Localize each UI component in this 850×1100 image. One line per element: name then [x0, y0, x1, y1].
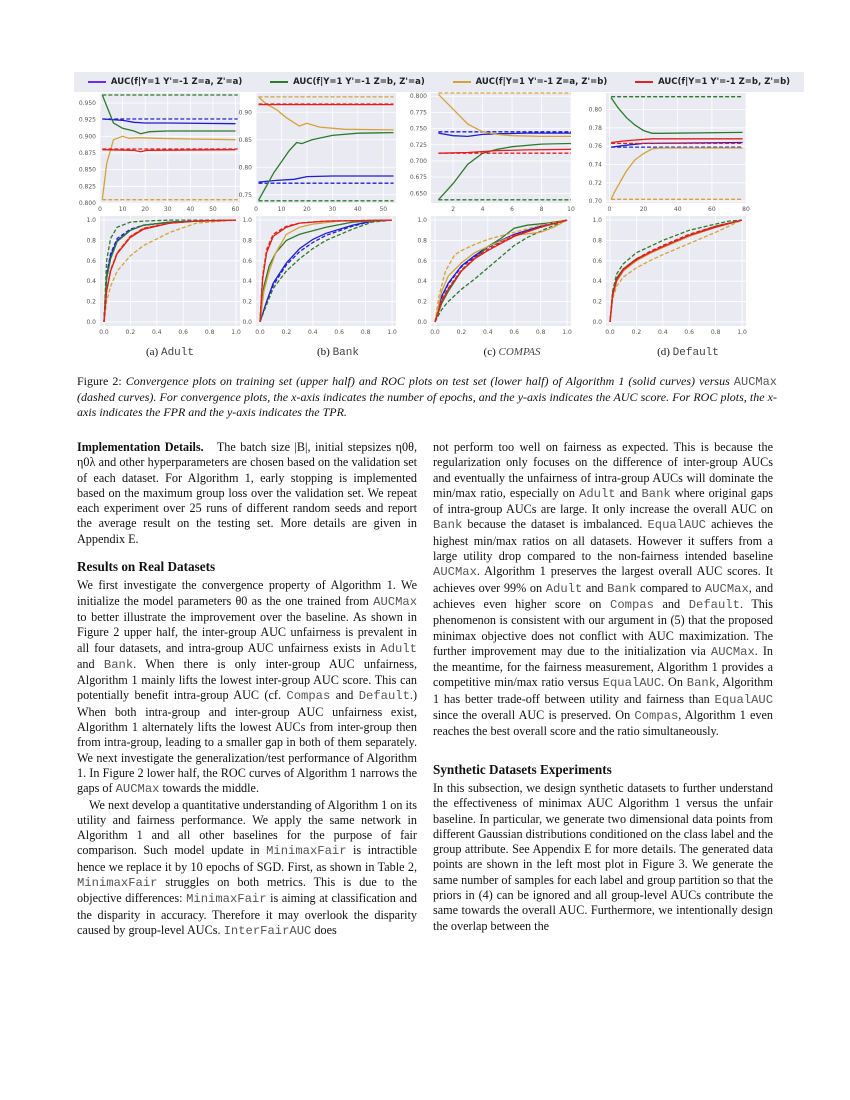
x-tick-label: 0.6: [684, 329, 694, 336]
x-tick-label: 0.6: [178, 329, 188, 336]
code: AUCMax: [704, 581, 749, 596]
legend-label: AUC(f|Y=1 Y'=-1 Z=b, Z'=a): [293, 77, 425, 87]
code: Bank: [607, 581, 637, 596]
legend-label: AUC(f|Y=1 Y'=-1 Z=a, Z'=a): [110, 77, 243, 87]
text: compared to: [640, 580, 702, 595]
text: We next develop a quantitative understanding of Algorithm 1 on its utility and fairness performance. We apply the same network in Algorithm 1 and all other baselines for the purpose of fair comparison. Such model update in: [77, 797, 418, 858]
text: . When there is only inter-group AUC unfairness, Algorithm 1 mainly lifts the lowest inter-group AUC score. This can potentially benefit intra-group AUC (cf.: [77, 656, 418, 703]
code: Bank: [103, 657, 134, 672]
y-tick-label: 0.80: [238, 164, 252, 172]
text: does: [314, 922, 337, 937]
text: is aiming at classification and the disparity in accuracy. Therefore it may overlook the disparity caused by group-level AUCs.: [77, 891, 418, 937]
subcaption-prefix: (c): [483, 346, 496, 358]
x-tick-label: 20: [141, 206, 149, 213]
chart-default-roc: [592, 216, 747, 336]
code: Default: [358, 689, 410, 704]
y-tick-label: 0.0: [592, 318, 602, 326]
y-tick-label: 0.4: [417, 278, 427, 286]
plot-background: [606, 216, 746, 326]
y-tick-label: 0.675: [409, 174, 427, 182]
x-tick-label: 0.4: [658, 329, 668, 336]
y-tick-label: 0.2: [86, 298, 96, 306]
caption-label: Figure 2:: [77, 374, 122, 388]
text: . This phenomenon is consistent with our argument in (5) that the proposed minimax objective does not conflict with AUC maximization. The further improvement may due to the initialization via: [433, 596, 774, 658]
subcaption-prefix: (d): [657, 346, 670, 358]
chart-compas-convergence: [409, 93, 575, 213]
y-tick-label: 0.4: [242, 278, 252, 286]
y-tick-label: 0.0: [86, 318, 96, 326]
implementation-details-heading: Implementation Details.: [77, 440, 204, 454]
x-tick-label: 0.2: [631, 329, 642, 336]
paragraph-text: The batch size |B|, initial stepsizes η0θ, η0λ and other hyperparameters are chosen based on the validation set of each dataset. For Algorithm 1, early stopping is implemented based on the maximum group loss over the validation set. We repeat each experiment over 25 runs of different random seeds and report the average result on the testing set. More details are given in Appendix E.: [77, 440, 418, 546]
code: AUCMax: [433, 565, 477, 580]
code: Adult: [545, 581, 583, 596]
y-tick-label: 0.750: [409, 125, 427, 133]
x-tick-label: 0: [98, 206, 102, 213]
results-paragraph-2: [77, 798, 417, 940]
x-tick-label: 0.8: [710, 329, 721, 336]
x-tick-label: 0.0: [605, 329, 615, 336]
code: MinimaxFair: [77, 876, 158, 891]
text: , Algorithm 1 has better trade-off between utility and fairness than: [433, 675, 774, 706]
code: Adult: [579, 486, 616, 501]
chart-bank-roc: [242, 216, 397, 336]
y-tick-label: 0.950: [78, 100, 96, 107]
code: Bank: [686, 676, 717, 691]
text: We first investigate the convergence property of Algorithm 1. We initialize the model parameters θ0 as the one trained from: [77, 578, 417, 608]
legend-swatch-purple: [88, 81, 106, 83]
figure-caption: [77, 374, 777, 420]
synthetic-paragraph: In this subsection, we design synthetic datasets to further understand the effectiveness of minimax AUC Algorithm 1 versus the unfair baseline. In particular, we generate two dimensional data points from different Gaussian distributions conditioned on the class label and the group attribute. See Appendix E for more details. The generated data points are shown in the left most plot in Figure 3. We generate the same number of samples for each label and group partition so that the priors in (4) can be ignored and all group-level AUCs contribute the same towards the overall AUC. Furthermore, we intentionally design the overlap between the: [433, 780, 773, 933]
text: . On: [661, 675, 683, 690]
y-tick-label: 0.875: [78, 150, 96, 157]
legend-item-za-za: [88, 77, 242, 87]
y-tick-label: 0.800: [409, 93, 427, 101]
legend-swatch-green: [270, 81, 288, 83]
y-tick-label: 0.0: [417, 318, 427, 326]
x-tick-label: 10: [118, 206, 127, 213]
text: not perform too well on fairness as expected. This is because the regularization only focuses on the difference of inter-group AUCs and eventually the unfairness of intra-group AUCs will dominate the min/max ratio, especially on: [433, 440, 773, 500]
text: and: [335, 688, 354, 703]
results-paragraph-1: [77, 578, 417, 797]
text: struggles on both metrics. This is due to the objective differences:: [77, 875, 418, 906]
text: . In the meantime, for the fairness measurement, Algorithm 1 provides a competitive min/max ratio versus: [433, 643, 773, 690]
subcaption-bank: [258, 346, 418, 359]
code: InterFairAUC: [223, 923, 312, 938]
text: and: [619, 485, 638, 500]
legend-swatch-red: [635, 81, 653, 83]
text: to better illustrate the improvement over the baseline. As shown in Figure 2 upper half, the inter-group AUC unfairness is prevalent in all four datasets, and intra-group AUC unfairness exists in: [77, 609, 417, 655]
code: EqualAUC: [647, 518, 706, 533]
chart-default-convergence: [588, 93, 750, 213]
y-tick-label: 0.2: [592, 298, 602, 306]
x-tick-label: 0.8: [535, 329, 546, 336]
x-tick-label: 0.4: [308, 329, 318, 336]
code: AUCMax: [115, 782, 160, 797]
code: Compas: [634, 709, 679, 724]
x-tick-label: 10: [567, 206, 575, 213]
legend-label: AUC(f|Y=1 Y'=-1 Z=a, Z'=b): [475, 77, 608, 87]
subcaption-adult: [90, 346, 250, 359]
y-tick-label: 0.725: [409, 141, 427, 149]
text: .) When both intra-group and inter-group AUC unfairness exist, Algorithm 1 alternately lifts the lowest AUCs from inter-group then from intra-group, leading to a smaller gap in both of them separately. We next investigate the generalization/test performance of Algorithm 1. In Figure 2 lower half, the ROC curves of Algorithm 1 narrows the gaps of: [77, 688, 418, 796]
x-tick-label: 2: [451, 206, 456, 213]
y-tick-label: 0.925: [78, 116, 96, 124]
x-tick-label: 8: [539, 206, 544, 213]
legend-item-zb-zb: [635, 77, 790, 87]
y-tick-label: 0.6: [86, 257, 96, 265]
x-tick-label: 40: [673, 206, 682, 213]
subcaption-prefix: (b): [317, 346, 330, 358]
x-tick-label: 0.8: [360, 329, 371, 336]
x-tick-label: 0.2: [125, 329, 136, 336]
x-tick-label: 60: [231, 206, 240, 213]
code: AUCMax: [710, 644, 755, 659]
x-tick-label: 30: [328, 206, 337, 213]
y-tick-label: 0.8: [417, 237, 427, 245]
y-tick-label: 0.72: [588, 179, 602, 187]
subcaption-compas: [432, 346, 592, 358]
subcaption-prefix: (a): [146, 346, 159, 358]
left-column: [77, 440, 417, 939]
text: and: [585, 580, 604, 595]
x-tick-label: 0.2: [456, 329, 467, 336]
x-tick-label: 10: [277, 206, 286, 213]
y-tick-label: 0.80: [588, 106, 602, 114]
x-tick-label: 0.4: [483, 329, 493, 336]
results-paragraph-3: [433, 440, 773, 740]
x-tick-label: 30: [163, 206, 172, 213]
x-tick-label: 50: [379, 206, 388, 213]
y-tick-label: 0.800: [78, 200, 96, 207]
y-tick-label: 0.0: [242, 318, 252, 326]
chart-adult-roc: [86, 216, 241, 336]
x-tick-label: 0: [254, 206, 258, 213]
text: because the dataset is imbalanced.: [467, 517, 643, 532]
y-tick-label: 0.6: [417, 257, 427, 265]
chart-bank-convergence: [238, 93, 396, 213]
text: , and achieves even higher score on: [433, 580, 774, 611]
chart-adult-convergence: [78, 93, 240, 213]
y-tick-label: 0.4: [592, 278, 602, 286]
y-tick-label: 0.850: [78, 166, 96, 174]
x-tick-label: 0.0: [255, 329, 265, 336]
subcaption-default: [608, 346, 768, 359]
plot-background: [431, 216, 571, 326]
y-tick-label: 0.6: [592, 257, 602, 265]
code: MinimaxFair: [266, 844, 347, 859]
code: Compas: [610, 597, 654, 612]
text: achieves the highest min/max ratios on all datasets. However it suffers from a large utility drop compared to the non-fairness intended baseline: [433, 517, 774, 564]
y-tick-label: 0.8: [86, 237, 96, 245]
x-tick-label: 50: [209, 206, 217, 213]
subcaption-dataset: COMPAS: [498, 346, 541, 358]
code: EqualAUC: [714, 692, 774, 707]
x-tick-label: 4: [480, 206, 485, 213]
text: . Algorithm 1 preserves the largest overall AUC scores. It achieves over 99% on: [433, 564, 773, 595]
code: Compas: [286, 689, 331, 704]
y-tick-label: 0.2: [242, 298, 252, 306]
code: Default: [688, 597, 740, 612]
legend-item-za-zb: [453, 77, 608, 87]
code: Adult: [380, 641, 417, 656]
y-tick-label: 0.75: [238, 191, 252, 199]
y-tick-label: 0.70: [588, 198, 602, 206]
y-tick-label: 1.0: [592, 217, 602, 225]
plot-background: [100, 216, 240, 326]
y-tick-label: 0.900: [78, 133, 96, 141]
x-tick-label: 0.6: [509, 329, 519, 336]
x-tick-label: 0.8: [204, 329, 215, 336]
legend-item-zb-za: [270, 77, 425, 87]
x-tick-label: 60: [708, 206, 716, 213]
subcaption-dataset: Default: [672, 347, 719, 359]
x-tick-label: 0: [607, 206, 612, 213]
x-tick-label: 0.2: [281, 329, 292, 336]
text: towards the middle.: [162, 781, 259, 796]
y-tick-label: 0.8: [242, 237, 252, 245]
results-real-datasets-heading: Results on Real Datasets: [77, 559, 216, 575]
x-tick-label: 1.0: [737, 329, 747, 336]
text: since the overall AUC is preserved. On: [433, 708, 631, 723]
y-tick-label: 0.8: [592, 237, 602, 245]
y-tick-label: 0.650: [409, 190, 427, 198]
text: and: [77, 656, 95, 671]
synthetic-datasets-heading: Synthetic Datasets Experiments: [433, 761, 612, 777]
x-tick-label: 0.6: [334, 329, 344, 336]
y-tick-label: 0.2: [417, 298, 427, 306]
legend-swatch-gold: [453, 81, 471, 83]
right-column: [433, 440, 773, 934]
legend-label: AUC(f|Y=1 Y'=-1 Z=b, Z'=b): [658, 77, 791, 87]
y-tick-label: 0.700: [409, 157, 427, 165]
caption-text: Convergence plots on training set (upper half) and ROC plots on test set (lower half) of Algorithm 1 (solid curves) versus: [125, 374, 730, 388]
chart-compas-roc: [417, 216, 572, 336]
x-tick-label: 80: [742, 206, 750, 213]
x-tick-label: 20: [303, 206, 311, 213]
x-tick-label: 40: [186, 206, 195, 213]
text: , Algorithm 1 even reaches the best overall score and the ratio simultaneously.: [433, 708, 773, 739]
caption-code: AUCMax: [733, 375, 778, 389]
text: and: [662, 596, 681, 611]
text: is intractible hence we replace it by 10 epochs of SGD. First, as shown in Table 2,: [77, 843, 417, 874]
x-tick-label: 40: [353, 206, 362, 213]
y-tick-label: 0.78: [588, 124, 602, 132]
x-tick-label: 1.0: [231, 329, 241, 336]
code: AUCMax: [373, 594, 418, 609]
implementation-details-paragraph: [77, 440, 417, 547]
y-tick-label: 0.6: [242, 257, 252, 265]
y-tick-label: 0.90: [238, 109, 252, 117]
x-tick-label: 0.0: [430, 329, 440, 336]
y-tick-label: 0.4: [86, 278, 96, 286]
x-tick-label: 1.0: [562, 329, 572, 336]
y-tick-label: 1.0: [417, 217, 427, 225]
x-tick-label: 20: [639, 206, 648, 213]
x-tick-label: 6: [510, 206, 514, 213]
y-tick-label: 0.76: [588, 143, 602, 151]
x-tick-label: 0.0: [99, 329, 109, 336]
subcaption-dataset: Bank: [332, 347, 359, 359]
code: MinimaxFair: [186, 892, 267, 907]
y-tick-label: 1.0: [86, 217, 96, 225]
caption-text: (dashed curves). For convergence plots, the x-axis indicates the number of epochs, and the y-axis indicates the AUC score. For ROC plots, the x-axis indicates the FPR and the y-axis indicates the TPR.: [77, 390, 777, 419]
y-tick-label: 0.775: [409, 109, 427, 117]
y-tick-label: 0.825: [78, 183, 96, 191]
text: where original gaps of intra-group AUCs are large. It only increase the overall AUC on: [433, 485, 774, 517]
code: Bank: [641, 486, 671, 501]
x-tick-label: 0.4: [152, 329, 162, 336]
code: Bank: [433, 518, 463, 533]
y-tick-label: 1.0: [242, 217, 252, 225]
y-tick-label: 0.74: [588, 161, 602, 169]
code: EqualAUC: [602, 676, 662, 691]
y-tick-label: 0.85: [238, 136, 252, 144]
figure-legend: [74, 72, 804, 92]
x-tick-label: 1.0: [387, 329, 397, 336]
subcaption-dataset: Adult: [160, 347, 194, 359]
